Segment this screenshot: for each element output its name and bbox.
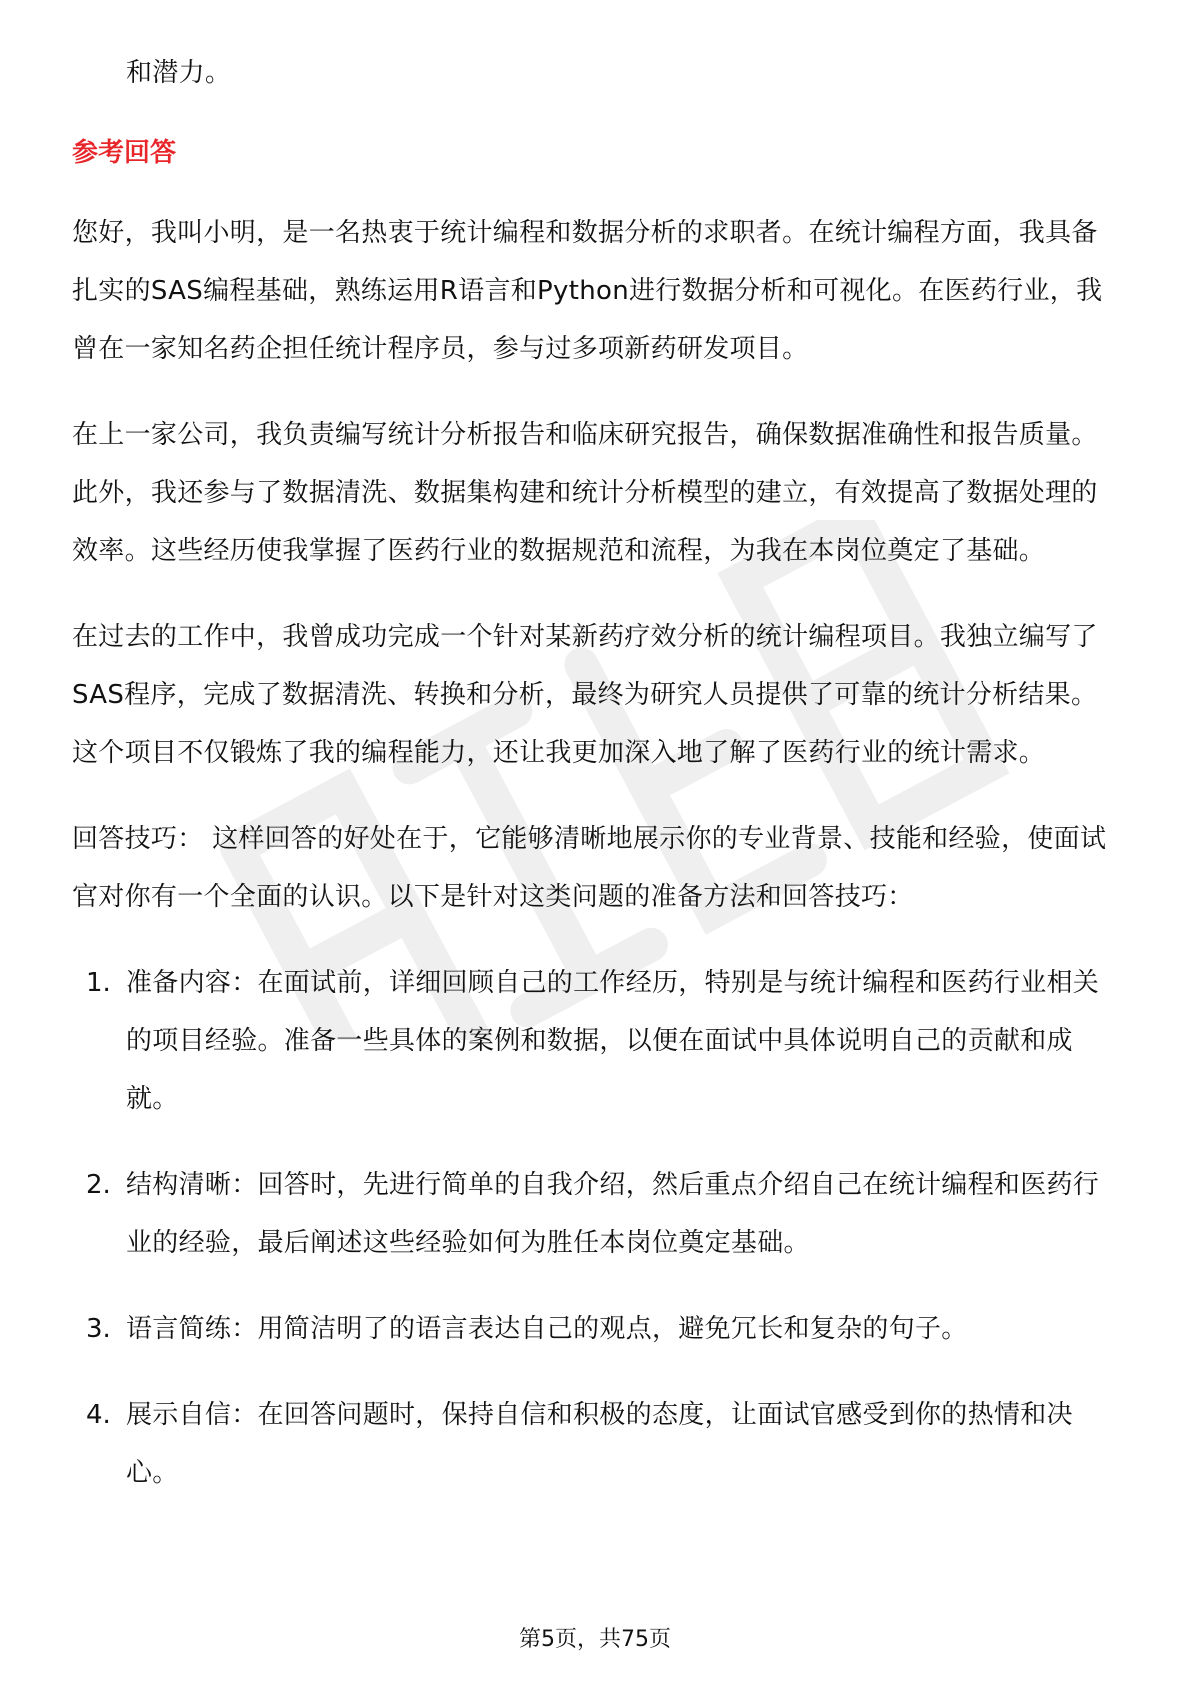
list-text: 展示自信：在回答问题时，保持自信和积极的态度，让面试官感受到你的热情和决心。 (126, 1400, 1073, 1488)
list-item (72, 1156, 1112, 1272)
list-number: 4. (86, 1400, 111, 1430)
list-text: 准备内容：在面试前，详细回顾自己的工作经历，特别是与统计编程和医药行业相关的项目经验。准备一些具体的案例和数据，以便在面试中具体说明自己的贡献和成就。 (126, 968, 1100, 1114)
list-number: 1. (86, 968, 111, 998)
list-item (72, 1300, 1112, 1358)
continuation-text: 和潜力。 (126, 58, 232, 88)
tips-list (72, 954, 1112, 1502)
section-heading: 参考回答 (72, 138, 177, 168)
list-item (72, 954, 1112, 1128)
paragraph-intro: 您好，我叫小明，是一名热衷于统计编程和数据分析的求职者。在统计编程方面，我具备扎实的SAS编程基础，熟练运用R语言和Python进行数据分析和可视化。在医药行业，我曾在一家知名药企担任统计程序员，参与过多项新药研发项目。 (72, 218, 1103, 364)
list-text: 语言简练：用简洁明了的语言表达自己的观点，避免冗长和复杂的句子。 (126, 1314, 968, 1344)
page-footer: 第5页，共75页 (519, 1627, 671, 1652)
list-number: 2. (86, 1170, 111, 1200)
paragraph-experience: 在上一家公司，我负责编写统计分析报告和临床研究报告，确保数据准确性和报告质量。此外，我还参与了数据清洗、数据集构建和统计分析模型的建立，有效提高了数据处理的效率。这些经历使我掌握了医药行业的数据规范和流程，为我在本岗位奠定了基础。 (72, 420, 1098, 566)
paragraph-tips: 回答技巧： 这样回答的好处在于，它能够清晰地展示你的专业背景、技能和经验，使面试官对你有一个全面的认识。以下是针对这类问题的准备方法和回答技巧： (72, 824, 1107, 912)
list-text: 结构清晰：回答时，先进行简单的自我介绍，然后重点介绍自己在统计编程和医药行业的经验，最后阐述这些经验如何为胜任本岗位奠定基础。 (126, 1170, 1100, 1258)
paragraph-project: 在过去的工作中，我曾成功完成一个针对某新药疗效分析的统计编程项目。我独立编写了SAS程序，完成了数据清洗、转换和分析，最终为研究人员提供了可靠的统计分析结果。这个项目不仅锻炼了我的编程能力，还让我更加深入地了解了医药行业的统计需求。 (72, 622, 1098, 768)
list-number: 3. (86, 1314, 111, 1344)
list-item (72, 1386, 1112, 1502)
document-body (72, 44, 1112, 1530)
